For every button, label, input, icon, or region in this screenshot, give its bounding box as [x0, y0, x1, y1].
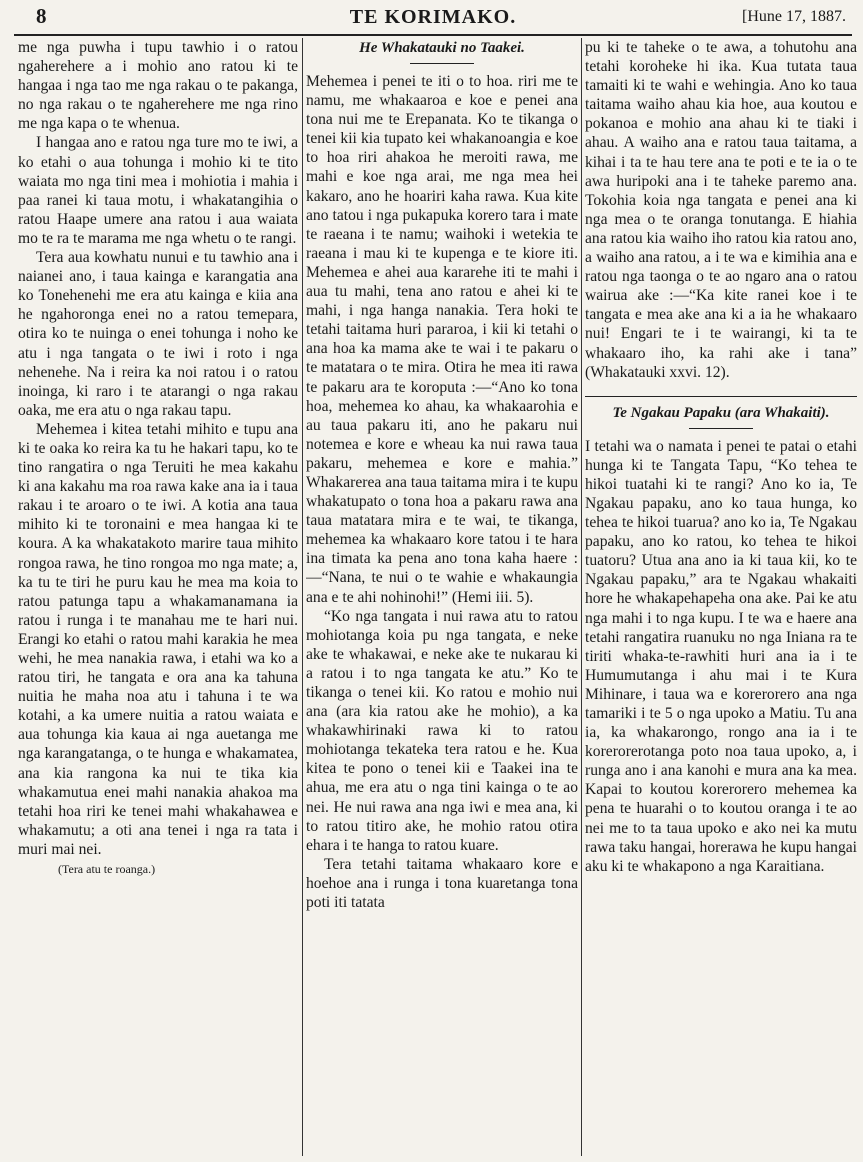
article-paragraph: Tera aua kowhatu nunui e tu tawhio ana i naianei ano, i taua kainga e karangatia ana ko Tonehenehi me era atu kainga e kiia ana he ngahoronga enei no a ratou temepara, otira ko te nuinga o enei tohunga i noho ke atu i nga tangata o te iwi i roto i nga nehenehe. Na i reira ka noi ratou i o ratou inoinga, ki raro i te atarangi o nga rakau oaka, me era atu o nga rakau tapu. [18, 249, 298, 419]
newspaper-title: TE KORIMAKO. [349, 6, 517, 28]
column-3 [585, 38, 857, 1158]
article-paragraph: I hangaa ano e ratou nga ture mo te iwi, a ko etahi o aua tohunga i mohio ki te tito waiata mo nga tini mea i mohiotia i mahia i paa ranei ki taua motu, i whakatangihia o ratou Haape umere ana ratou i aua waiata mo te ra te marama me nga whetu o te rangi. [18, 134, 298, 247]
heading-rule [689, 428, 753, 429]
column-divider [302, 38, 303, 1156]
column-1 [18, 38, 298, 1158]
page-number: 8 [36, 4, 47, 28]
article-paragraph: me nga puwha i tupu tawhio i o ratou ngaherehere a i mohio ano ratou ki te hangaa i nga tao me nga rakau o te pakanga, no nga rakau o te ngaherehere me nga rino me nga kapa o te whenua. [18, 39, 298, 133]
continued-note: (Tera atu te roanga.) [58, 862, 156, 877]
article-heading: Te Ngakau Papaku (ara Whakaiti). [612, 404, 830, 421]
article-paragraph: Mehemea i kitea tetahi mihito e tupu ana ki te oaka ko reira ka tu he hakari tapu, ko te tino rangatira o nga Teruiti he mea kakahu ki ana kakahu ma roa rawa kake ana ia i taua rakau i te aroaro o te iwi. A kotia ana taua mihito ki te toronaini e mea hangaa ki te koura. A ka whakatakoto marire taua mihito rongoa rawa, he tino rongoa mo nga mate; a, ka tu te tiri he puru kau he mea ma koia to ratou patunga tapu a whakamanamana ia ratou i runga i te manahau me te hari nui. Erangi ko etahi o ratou mahi karakia he mea wehi, he mea nanakia rawa, i etahi wa ko a ratou tiri, he tangata e ora ana ka tahuna nuitia he maha noa atu i tahuna i te wa kotahi, a ka umere nuitia a ratou waiata e aua tohunga kia kaua ai nga auetanga me nga karangatanga, o te hunga e whakamatea, ana kia rangona ka nui te tika kia whakamutua enei mahi nanakia ahakoa ma tetahi hoa riri ke tenei mahi whakahawea e whakamutu; a oti ana tenei i nga ra tata i muri mai nei. [18, 420, 298, 858]
article-paragraph: Tera tetahi taitama whakaaro kore e hoehoe ana i runga i tona kuaretanga tona poti iti tatata [306, 855, 578, 912]
article-paragraph: I tetahi wa o namata i penei te patai o etahi hunga ki te Tangata Tapu, “Ko tehea te hikoi tuatahi ki te rangi? Ano ko ia, Te Ngakau papaku, ano ko taua hunga, ko tehea te hikoi tuarua? ano ko ia, Te Ngakau papaku, ano ko ratou, ko tehea te hikoi tuatoru? Utua ana ano ia ki taua kii, ko te Ngakau papaku,” ara te Ngakau whakaiti hore he whakapehapeha ona ake. Pai ke atu nga mahi i to nga kupu. I te wa e haere ana tetahi rangatira ruanuku no nga Iniana ra te tiriti whaka-te-rawhiti huri ana ia i te Humumutanga i ahu mai i te Kura Mihinare, i taua wa e korerorero ana nga tamariki i te 5 o nga upoko a Matiu. Tu ana ia, ka whakarongo, rongo ana ia i te korerorerotanga poto noa taua upoko, a, i runga ano i ana kanohi e mura ana ka mea. Kapai to koutou korerorero mehemea ka pena te huarahi o to koutou oranga i te ao nei me to ta taua upoko e ako nei ka mutu rawa taku hangai, horerawa he kupu hangai aku ki te whakapono a nga Karaitiana. [585, 437, 857, 875]
column-divider [581, 38, 582, 1156]
section-rule [585, 396, 857, 397]
column-2 [306, 38, 578, 1158]
article-paragraph: Mehemea i penei te iti o to hoa. riri me te namu, me whakaaroa e koe e penei ana tona nui me te Erepanata. Ko te tikanga o tenei kii kia tupato kei whakanoangia e koe to hoa riri ahakoa he meroiti rawa, me mahi e koe nga arai, me nga mea hei kakaro, ano he hoariri kaha rawa. Kua kite ano tatou i nga pukapuka korero tara i mate te raeana i te namu; waihoki i wetekia te raeana i mau ki te kupenga e te kiore iti. Mehemea e ahei aua kararehe iti te mahi i aua tu mahi, tena ano ratou e ahei ki te mahi, i nga hanga nanakia. Tera hoki te tetahi taitama huri pararoa, i kii ki tetahi o ana hoa ka mama ake te wai i te pakaru o te matatara o te mira. Otira he mea iti rawa te pakaru ara te koroputa :—“Ano ko tona hoa, mehemea ko ahau, ka whakaarohia e au taua pakaru iti, ano he pakaru nui notemea e kore e wheau ka nui rawa taua pakaru, mehemea e kore e mahia.” Whakarerea ana taua taitama mira i te kupu whakatupato o tona hoa a pakaru rawa ana taua matatara mira e te wai, te tikanga, mehemea ka whakaaro kore tatou i te hara ina timata ka pena ano tona kaha haere :—“Nana, te nui o te wahie e whakaungia ana e te ahi nohinohi!” (Hemi iii. 5). [306, 73, 578, 606]
article-heading: He Whakatauki no Taakei. [359, 40, 525, 56]
masthead [14, 4, 852, 36]
issue-date: [Hune 17, 1887. [742, 8, 846, 25]
article-paragraph: pu ki te taheke o te awa, a tohutohu ana tetahi koroheke hi ika. Kua tutata taua tamaiti ki te wahi e wehingia. Ano ko taua taitama waiho ahau kia hoe, aua koutou e pokanoa e mohio ana ahau ki te tiaki i ahau. A waiho ana e ratou taua taitama, a kihai i ta te hau tere ana te poti e te ia o te awa huripoki ana i te taheke paremo ana. Tokohia koia nga tangata e penei ana ki nga mea o te oranga tonutanga. E hiahia ana ratou kia waiho iho ratou kia ratou ano, a waiho ana ratou, a i te wa e kimihia ana e ratou nga taonga o te ao ngaro ana o ratou wairua ake :—“Ka kite ranei koe i te tangata e mea ake ana ki a ia he whakaaro nui! Engari te i te wairangi, ki ta te whakaaro iho, ka rahi ake i tana” (Whakatauki xxvi. 12). [585, 39, 857, 381]
article-paragraph: “Ko nga tangata i nui rawa atu to ratou mohiotanga koia pu nga tangata, e neke ake te whakawai, e neke ake te nukarau ki a ratou i to nga tangata ke atu.” Ko te tikanga o tenei kii. Ko ratou e mohio nui ana (ara kia ratou ake he mohio), a ka whakawhirinaki rawa ki to ratou mohiotanga tekateka tera ratou e he. Kua kitea te pono o tenei kii e Taakei ina te ahua, me era atu o nga tini kainga o te ao nei. He nui rawa ana nga iwi e mea ana, ki to ratou titiro ake, he mohio ratou otira ehara i te hanga to ratou kuare. [306, 607, 578, 854]
heading-rule [410, 63, 474, 64]
